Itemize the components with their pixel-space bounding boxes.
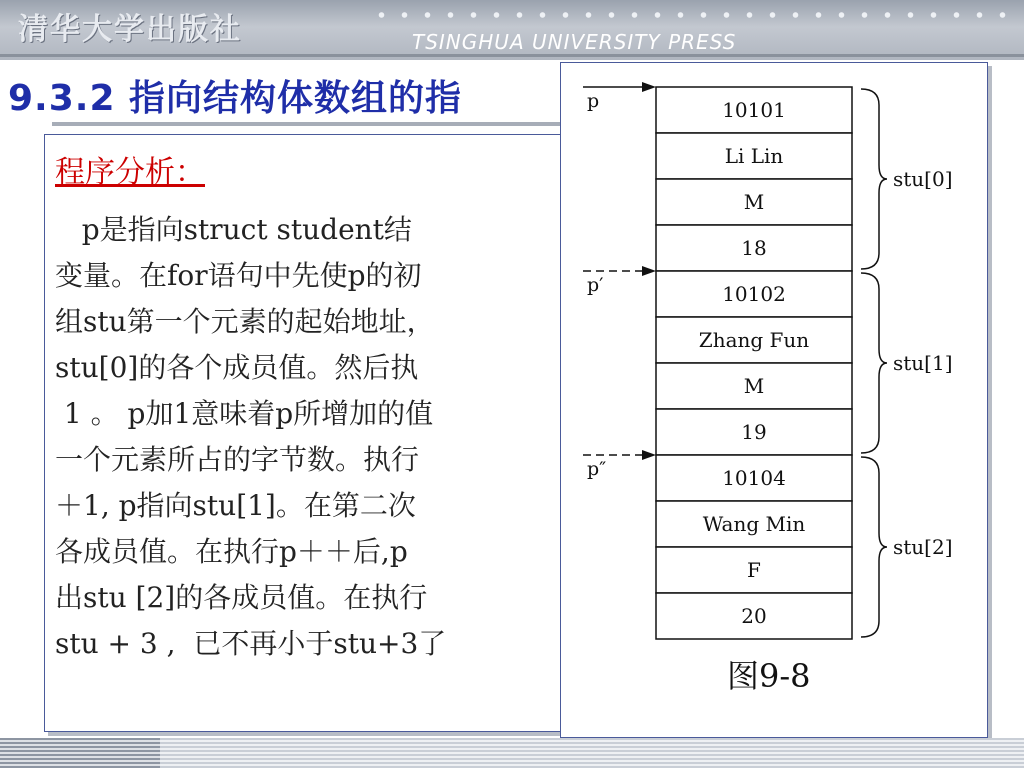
figure-panel: [560, 62, 988, 738]
struct-brace: [861, 89, 887, 269]
body-line: 各成员值。在执行p＋＋后,p: [55, 535, 408, 568]
struct-cell-value: Zhang Fun: [698, 328, 810, 352]
struct-brace: [861, 273, 887, 453]
body-line: 一个元素所占的字节数。执行: [55, 443, 420, 476]
header-banner: [0, 0, 1024, 60]
struct-cell-value: M: [743, 190, 765, 214]
header-rule: [0, 54, 1024, 57]
struct-cell-value: 10102: [722, 282, 786, 306]
publisher-name-en: TSINGHUA UNIVERSITY PRESS: [412, 30, 737, 54]
struct-cell-value: Wang Min: [702, 512, 806, 536]
body-line: stu + 3 , 已不再小于stu+3了: [55, 627, 447, 660]
struct-cell-value: 18: [741, 236, 767, 260]
pointer-label: p′: [587, 274, 604, 296]
publisher-name-cn: 清华大学出版社: [18, 12, 242, 47]
struct-cell-value: 20: [741, 604, 767, 628]
pointer-label: p″: [587, 458, 607, 480]
body-line: stu[0]的各个成员值。然后执: [55, 351, 419, 384]
body-line: 变量。在for语句中先使p的初: [55, 259, 422, 292]
struct-cell-value: 10104: [722, 466, 786, 490]
figure-caption: 图9-8: [727, 657, 811, 695]
decorative-dots: [370, 10, 1010, 20]
title-underline-bar: [52, 122, 562, 126]
pointer-arrowhead: [642, 450, 656, 460]
slide-title: 9.3.2 指向结构体数组的指: [8, 78, 463, 119]
body-line: ＋1, p指向stu[1]。在第二次: [55, 489, 416, 522]
pointer-label: p: [587, 90, 600, 112]
struct-cell-value: Li Lin: [724, 144, 784, 168]
pointer-arrowhead: [642, 266, 656, 276]
brace-label: stu[1]: [893, 351, 953, 375]
struct-brace: [861, 457, 887, 637]
body-line: 1 。 p加1意味着p所增加的值: [55, 397, 434, 430]
text-panel: [44, 134, 606, 732]
struct-cell-value: 10101: [722, 98, 786, 122]
struct-cell-value: 19: [741, 420, 767, 444]
struct-array-diagram: [561, 63, 987, 737]
body-line: p是指向struct student结: [55, 213, 412, 246]
struct-cell-value: M: [743, 374, 765, 398]
pointer-arrowhead: [642, 82, 656, 92]
brace-label: stu[2]: [893, 535, 953, 559]
panel-body: [55, 207, 606, 667]
body-line: 组stu第一个元素的起始地址，: [55, 305, 435, 338]
footer-left-stripes: [0, 738, 160, 768]
brace-label: stu[0]: [893, 167, 953, 191]
struct-cell-value: F: [747, 558, 761, 582]
body-line: 出stu [2]的各成员值。在执行: [55, 581, 428, 614]
panel-heading: 程序分析：: [55, 155, 205, 190]
